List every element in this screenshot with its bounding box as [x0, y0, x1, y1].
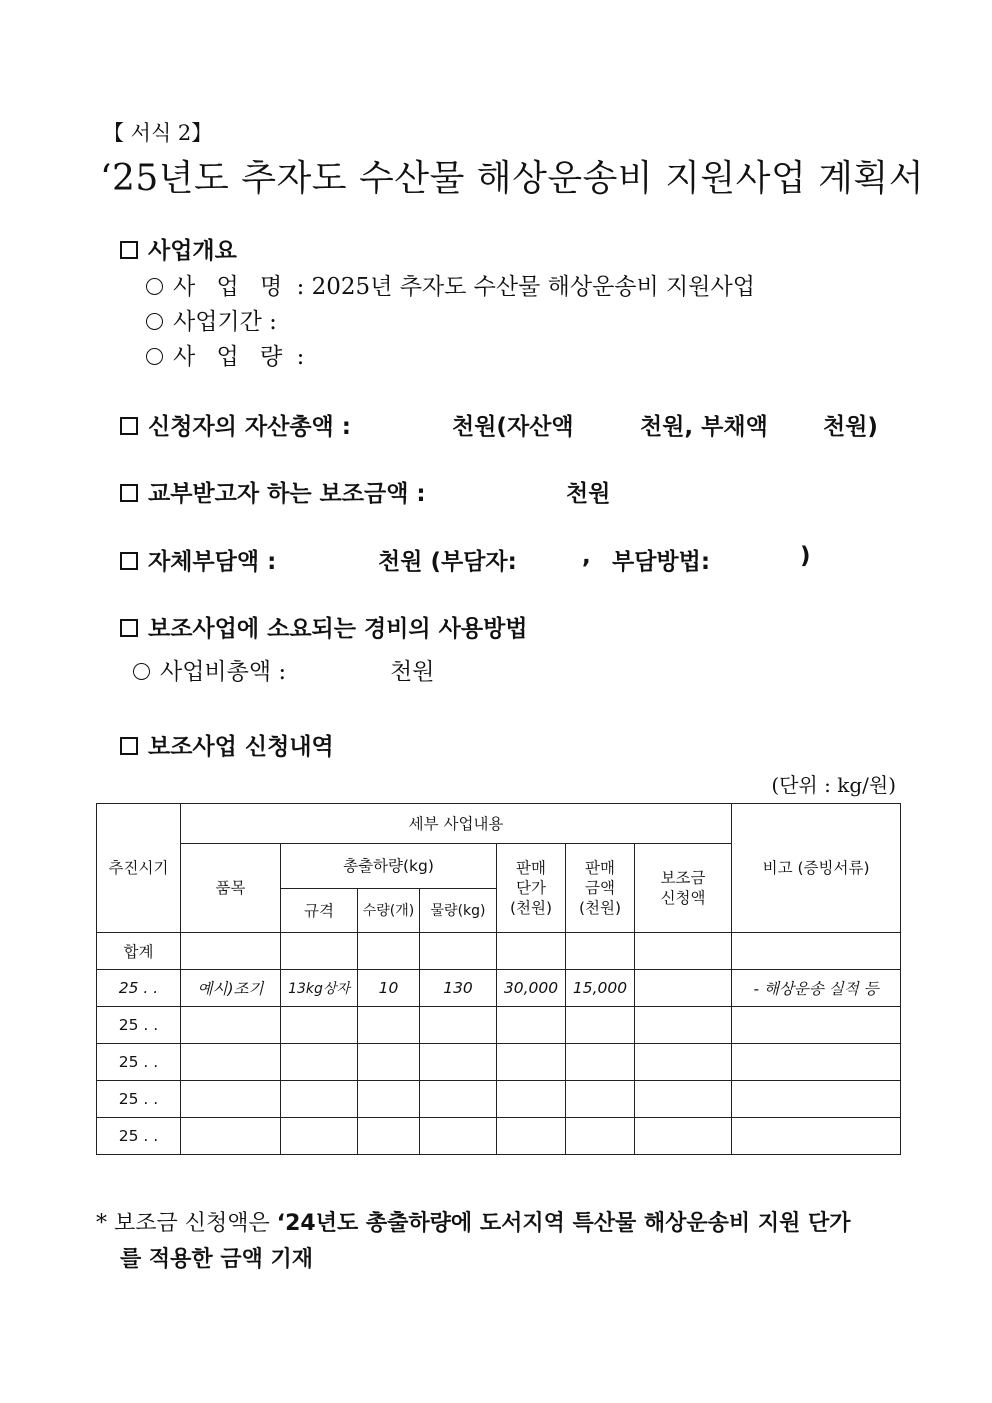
table-cell[interactable] — [358, 1007, 420, 1044]
table-cell[interactable] — [281, 1118, 358, 1155]
table-cell[interactable] — [566, 933, 635, 970]
header-qty: 수량(개) — [358, 889, 420, 933]
table-cell[interactable] — [566, 1118, 635, 1155]
section-overview — [120, 232, 237, 265]
circle-bullet-icon — [146, 278, 163, 295]
table-cell[interactable] — [281, 1044, 358, 1081]
table-cell[interactable] — [420, 1044, 497, 1081]
overview-item-period: 사업기간 : — [146, 303, 277, 336]
example-weight: 130 — [420, 970, 497, 1007]
application-table — [96, 803, 901, 1155]
table-cell[interactable] — [281, 1007, 358, 1044]
assets-unit3: 천원) — [823, 414, 878, 440]
footnote-star: * — [96, 1211, 107, 1236]
section-assets — [120, 408, 351, 441]
checkbox-square-icon — [120, 619, 138, 637]
section-overview-heading: 사업개요 — [148, 238, 237, 264]
table-cell[interactable] — [281, 1081, 358, 1118]
checkbox-square-icon — [120, 241, 138, 259]
table-cell[interactable] — [635, 1007, 732, 1044]
table-cell[interactable] — [497, 933, 566, 970]
row-period: 25 . . — [97, 1044, 181, 1081]
overview-period-label: 사업기간 — [173, 309, 262, 335]
table-cell[interactable] — [420, 1007, 497, 1044]
sum-label: 합계 — [97, 933, 181, 970]
table-cell[interactable] — [181, 1044, 281, 1081]
application-heading: 보조사업 신청내역 — [148, 734, 334, 760]
footnote-bold-1: ‘24년도 총출하량에 도서지역 특산물 해상운송비 지원 단가 — [276, 1211, 851, 1236]
expense-heading: 보조사업에 소요되는 경비의 사용방법 — [148, 616, 528, 642]
example-price: 30,000 — [497, 970, 566, 1007]
footnote-plain: 보조금 신청액은 — [114, 1211, 270, 1236]
table-cell[interactable] — [281, 933, 358, 970]
table-cell[interactable] — [497, 1044, 566, 1081]
form-label: 【 서식 2】 — [103, 121, 213, 145]
table-cell[interactable] — [566, 1007, 635, 1044]
subsidy-label: 교부받고자 하는 보조금액 : — [148, 481, 426, 507]
table-row — [97, 1081, 901, 1118]
row-period: 25 . . — [97, 1118, 181, 1155]
table-cell[interactable] — [420, 933, 497, 970]
overview-item-name: 사 업 명 : 2025년 추자도 수산물 해상운송비 지원사업 — [146, 268, 755, 301]
circle-bullet-icon — [146, 313, 163, 330]
row-period: 25 . . — [97, 1007, 181, 1044]
footnote-bold-2: 를 적용한 금액 기재 — [120, 1247, 313, 1272]
example-qty: 10 — [358, 970, 420, 1007]
table-cell[interactable] — [181, 1007, 281, 1044]
checkbox-square-icon — [120, 484, 138, 502]
footnote — [96, 1206, 901, 1278]
table-cell[interactable] — [497, 1081, 566, 1118]
table-cell[interactable] — [420, 1081, 497, 1118]
assets-label: 신청자의 자산총액 : — [148, 414, 351, 440]
table-row — [97, 1007, 901, 1044]
table-cell[interactable] — [358, 1118, 420, 1155]
table-cell[interactable] — [635, 1044, 732, 1081]
circle-bullet-icon — [146, 348, 163, 365]
expense-item-unit: 천원 — [390, 659, 435, 685]
table-cell[interactable] — [497, 1118, 566, 1155]
table-cell[interactable] — [358, 1081, 420, 1118]
table-cell[interactable] — [635, 1081, 732, 1118]
assets-unit1: 천원(자산액 — [452, 414, 574, 440]
selfpay-comma: , — [582, 543, 591, 569]
row-period: 25 . . — [97, 1081, 181, 1118]
table-cell[interactable] — [181, 933, 281, 970]
header-weight: 물량(kg) — [420, 889, 497, 933]
table-row — [97, 1044, 901, 1081]
page-title: ‘25년도 추자도 수산물 해상운송비 지원사업 계획서 — [100, 158, 924, 199]
header-period: 추진시기 — [97, 804, 181, 933]
table-cell[interactable] — [635, 933, 732, 970]
overview-item-quantity: 사 업 량 : — [146, 338, 304, 371]
header-spec: 규격 — [281, 889, 358, 933]
example-subsidy — [635, 970, 732, 1007]
table-cell[interactable] — [358, 1044, 420, 1081]
example-spec: 13kg상자 — [281, 970, 358, 1007]
header-sale-price: 판매 단가 (천원) — [497, 844, 566, 933]
table-cell[interactable] — [732, 1044, 901, 1081]
example-note: - 해상운송 실적 등 — [732, 970, 901, 1007]
subsidy-unit: 천원 — [566, 481, 611, 507]
overview-quantity-label: 사 업 량 — [173, 344, 290, 370]
table-cell[interactable] — [732, 1118, 901, 1155]
table-cell[interactable] — [566, 1044, 635, 1081]
table-cell[interactable] — [358, 933, 420, 970]
overview-name-label: 사 업 명 — [173, 274, 290, 300]
expense-item-label: 사업비총액 : — [160, 659, 287, 685]
table-cell[interactable] — [635, 1118, 732, 1155]
header-sale-amount: 판매 금액 (천원) — [566, 844, 635, 933]
table-cell[interactable] — [181, 1118, 281, 1155]
assets-unit2: 천원, 부채액 — [640, 414, 768, 440]
header-total-shipment: 총출하량(kg) — [281, 844, 497, 889]
table-cell[interactable] — [420, 1118, 497, 1155]
section-application — [120, 728, 334, 761]
circle-bullet-icon — [133, 663, 150, 680]
example-period: 25 . . — [97, 970, 181, 1007]
checkbox-square-icon — [120, 417, 138, 435]
table-cell[interactable] — [732, 1081, 901, 1118]
selfpay-unit: 천원 (부담자: — [378, 549, 517, 575]
header-item: 품목 — [181, 844, 281, 933]
section-subsidy — [120, 475, 426, 508]
table-cell[interactable] — [497, 1007, 566, 1044]
example-amount: 15,000 — [566, 970, 635, 1007]
header-detail: 세부 사업내용 — [181, 804, 732, 844]
example-item: 예시)조기 — [181, 970, 281, 1007]
table-row-example — [97, 970, 901, 1007]
table-cell[interactable] — [732, 933, 901, 970]
section-expense — [120, 610, 528, 643]
checkbox-square-icon — [120, 552, 138, 570]
table-cell[interactable] — [181, 1081, 281, 1118]
table-row-sum — [97, 933, 901, 970]
overview-name-value: 2025년 추자도 수산물 해상운송비 지원사업 — [311, 274, 755, 300]
table-row — [97, 1118, 901, 1155]
header-subsidy-request: 보조금 신청액 — [635, 844, 732, 933]
selfpay-method: 부담방법: — [612, 549, 711, 575]
expense-item — [133, 653, 286, 686]
checkbox-square-icon — [120, 737, 138, 755]
table-cell[interactable] — [732, 1007, 901, 1044]
selfpay-close: ) — [800, 543, 811, 569]
section-selfpay — [120, 543, 276, 576]
header-note: 비고 (증빙서류) — [732, 804, 901, 933]
table-cell[interactable] — [566, 1081, 635, 1118]
selfpay-label: 자체부담액 : — [148, 549, 277, 575]
unit-label: (단위 : kg/원) — [771, 773, 896, 797]
